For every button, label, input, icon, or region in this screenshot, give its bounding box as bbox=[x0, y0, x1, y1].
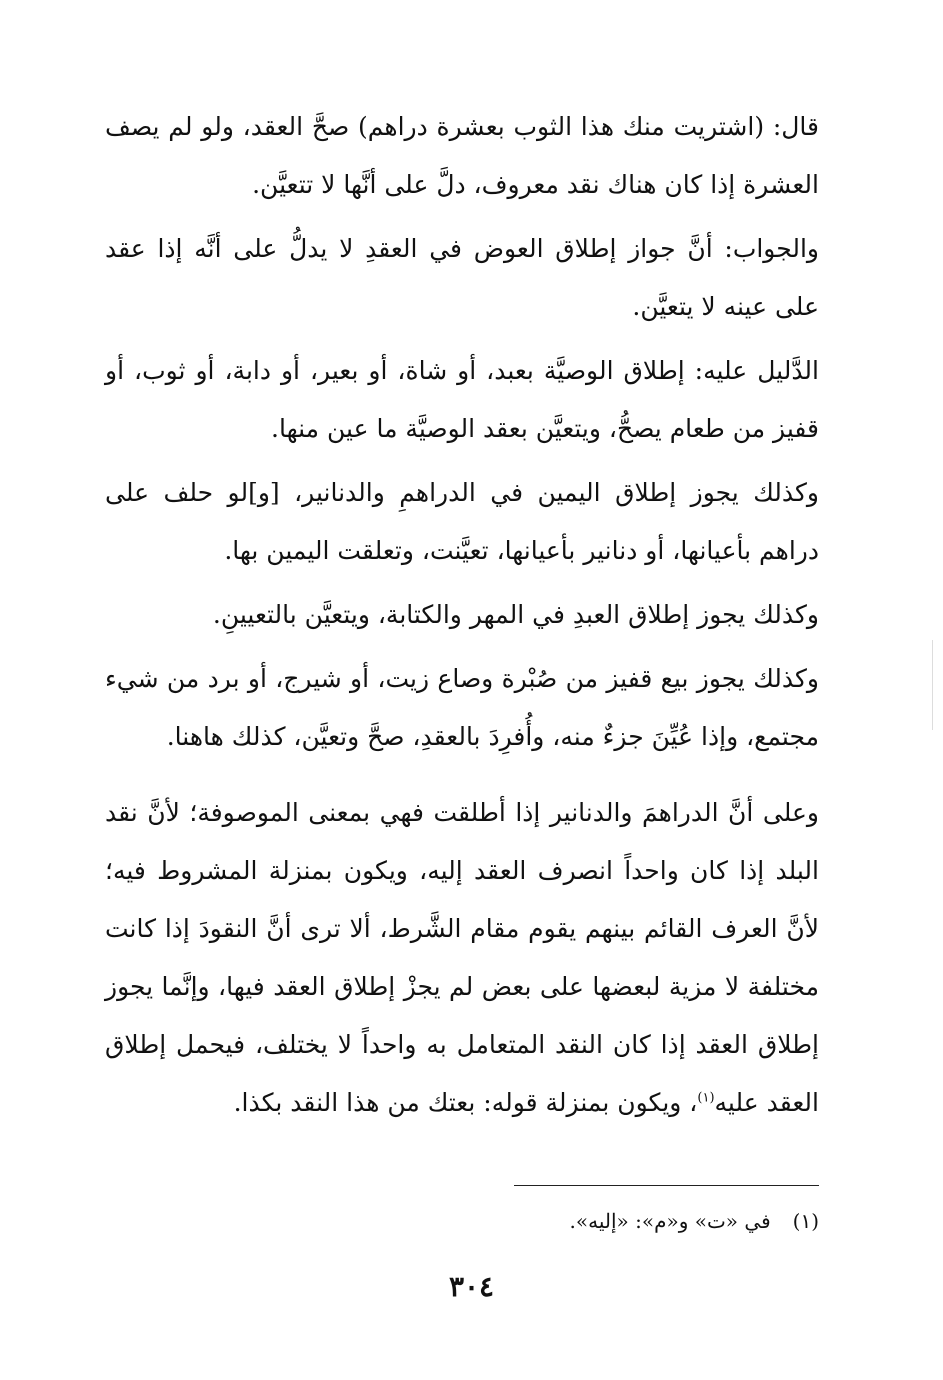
footnote-reference: (١) bbox=[697, 1090, 715, 1106]
footnote-number: (١) bbox=[792, 1209, 819, 1233]
paragraph-1: قال: (اشتريت منك هذا الثوب بعشرة دراهم) صحَّ العقد، ولو لم يصف العشرة إذا كان هناك نقد معروف، دلَّ على أنَّها لا تتعيَّن. bbox=[105, 112, 819, 199]
body-text bbox=[105, 98, 819, 1138]
paragraph-4: وكذلك يجوز إطلاق اليمين في الدراهمِ والدنانير، [و]لو حلف على دراهم بأعيانها، أو دنانير بأعيانها، تعيَّنت، وتعلقت اليمين بها. bbox=[105, 478, 819, 565]
paragraph-6: وكذلك يجوز بيع قفيز من صُبْرة وصاع زيت، أو شيرج، أو برد من شيء مجتمع، وإذا عُيِّنَ جزءٌ منه، وأُفرِدَ بالعقدِ، صحَّ وتعيَّن، كذلك هاهنا. bbox=[105, 664, 819, 751]
margin-line bbox=[932, 640, 933, 730]
page-number: ٣٠٤ bbox=[448, 1270, 495, 1303]
paragraph-7-body: وعلى أنَّ الدراهمَ والدنانير إذا أطلقت فهي بمعنى الموصوفة؛ لأنَّ نقد البلد إذا كان واحداً انصرف العقد إليه، ويكون بمنزلة المشروط فيه؛ لأنَّ العرف القائم بينهم يقوم مقام الشَّرط، ألا ترى أنَّ النقودَ إذا كانت مختلفة لا مزية لبعضها على بعض لم يجزْ إطلاق العقد فيها، وإنَّما يجوز إطلاق العقد إذا كان النقد المتعامل به واحداً لا يختلف، فيحمل إطلاق العقد عليه bbox=[105, 798, 819, 1117]
footnote-text: في «ت» و«م»: «إليه». bbox=[569, 1209, 771, 1233]
paragraph-7 bbox=[105, 784, 819, 1132]
paragraph-7-tail: ، ويكون بمنزلة قوله: بعتك من هذا النقد بكذا. bbox=[233, 1088, 698, 1117]
paragraph-2: والجواب: أنَّ جواز إطلاق العوض في العقدِ لا يدلُّ على أنَّه إذا عقد على عينه لا يتعيَّن. bbox=[105, 234, 819, 321]
paragraph-5: وكذلك يجوز إطلاق العبدِ في المهر والكتابة، ويتعيَّن بالتعيينِ. bbox=[212, 600, 819, 629]
paragraph-3: الدَّليل عليه: إطلاق الوصيَّة بعبد، أو شاة، أو بعير، أو دابة، أو ثوب، أو قفيز من طعام يصحُّ، ويتعيَّن بعقد الوصيَّة ما عين منها. bbox=[105, 356, 819, 443]
footnote-divider bbox=[514, 1185, 819, 1186]
footnote bbox=[105, 1204, 819, 1238]
